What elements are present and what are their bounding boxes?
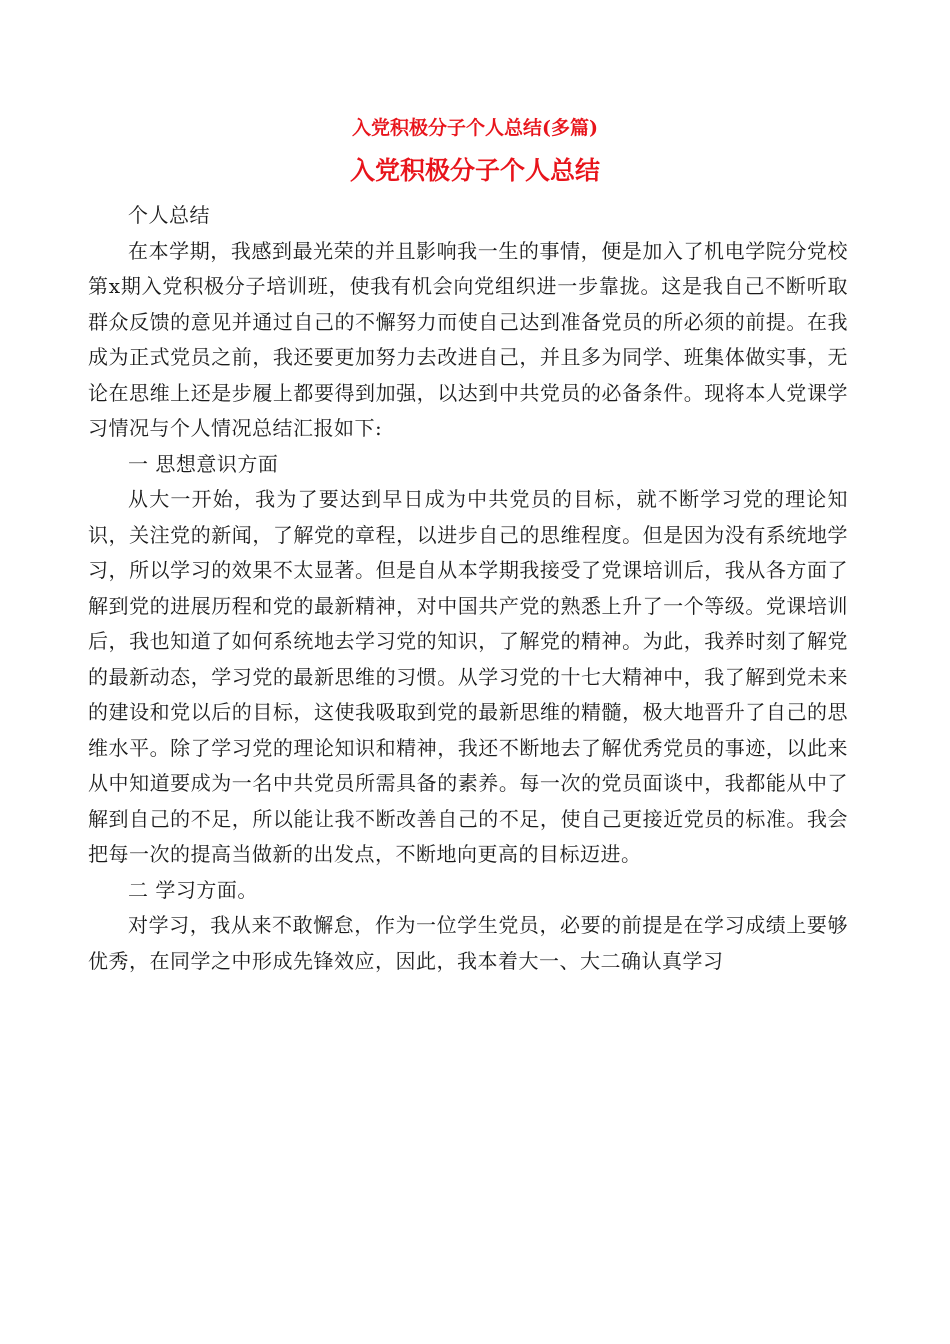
document-body xyxy=(88,198,848,979)
paragraph-ideology: 从大一开始，我为了要达到早日成为中共党员的目标，就不断学习党的理论知识，关注党的新闻，了解党的章程，以进步自己的思维程度。但是因为没有系统地学习，所以学习的效果不太显著。但是自从本学期我接受了党课培训后，我从各方面了解到党的进展历程和党的最新精神，对中国共产党的熟悉上升了一个等级。党课培训后，我也知道了如何系统地去学习党的知识，了解党的精神。为此，我养时刻了解党的最新动态，学习党的最新思维的习惯。从学习党的十七大精神中，我了解到党未来的建设和党以后的目标，这使我吸取到党的最新思维的精髓，极大地晋升了自己的思维水平。除了学习党的理论知识和精神，我还不断地去了解优秀党员的事迹，以此来从中知道要成为一名中共党员所需具备的素养。每一次的党员面谈中，我都能从中了解到自己的不足，所以能让我不断改善自己的不足，使自己更接近党员的标准。我会把每一次的提高当做新的出发点，不断地向更高的目标迈进。 xyxy=(88,487,848,866)
document-subtitle: 入党积极分子个人总结 xyxy=(349,156,600,185)
section-heading-ideology: 一 思想意识方面 xyxy=(128,451,279,476)
paragraph-study: 对学习，我从来不敢懈怠，作为一位学生党员，必要的前提是在学习成绩上要够优秀，在同学之中形成先锋效应，因此，我本着大一、大二确认真学习 xyxy=(88,913,848,973)
section-heading-summary: 个人总结 xyxy=(128,203,210,227)
document-title: 入党积极分子个人总结(多篇) xyxy=(352,117,598,139)
paragraph-intro: 在本学期，我感到最光荣的并且影响我一生的事情，便是加入了机电学院分党校第x期入党积极分子培训班，使我有机会向党组织进一步靠拢。这是我自己不断听取群众反馈的意见并通过自己的不懈努力而使自己达到准备党员的所必须的前提。在我成为正式党员之前，我还要更加努力去改进自己，并且多为同学、班集体做实事，无论在思维上还是步履上都要得到加强，以达到中共党员的必备条件。现将本人党课学习情况与个人情况总结汇报如下: xyxy=(88,238,848,440)
section-heading-study: 二 学习方面。 xyxy=(128,877,258,902)
